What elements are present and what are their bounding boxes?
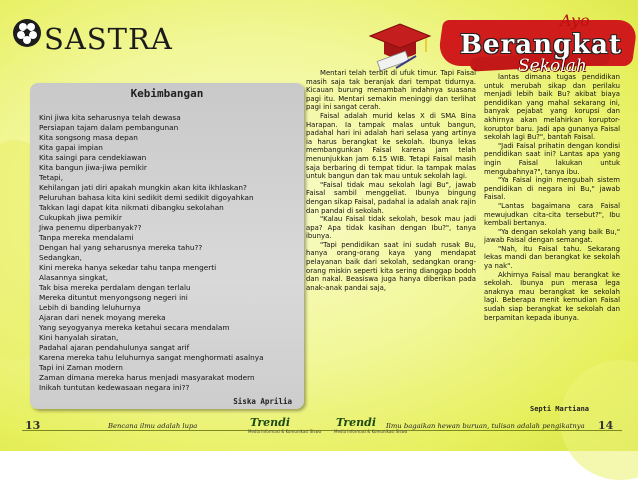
poem-line: Kita songsong masa depan xyxy=(39,133,138,142)
page-number-left: 13 xyxy=(25,419,41,432)
footer-motto-right: Ilmu bagaikan hewan buruan, tulisan adalah pengikatnya xyxy=(386,422,585,430)
poem-line: Dengan hal yang seharusnya mereka tahu?? xyxy=(39,243,203,252)
poem-body xyxy=(39,113,301,393)
poem-line: Cukupkah jiwa pemikir xyxy=(39,213,122,222)
poem-author: Siska Aprilia xyxy=(233,397,292,406)
poem-line: Tak bisa mereka perdalam dengan terlalu xyxy=(39,283,191,292)
poem-line: Tanpa mereka mendalami xyxy=(39,233,134,242)
story-paragraph: lantas dimana tugas pendidikan untuk merubah sikap dan perilaku menjadi lebih baik Bu? akibat biaya pendidikan yang mahal sekarang ini, banyak pejabat yang korupsi dan akhirnya akan melahirkan koruptor-koruptor baru. Jadi apa gunanya Faisal sekolah lagi Bu?", bantah Faisal. xyxy=(484,73,620,142)
footer-motto-left: Bencana ilmu adalah lupa xyxy=(108,422,198,430)
feature-title: Berangkat xyxy=(460,30,623,60)
footer-divider xyxy=(22,430,622,431)
story-paragraph: "Ya Faisal ingin mengubah sistem pendidikan di negara ini Bu," jawab Faisal. xyxy=(484,176,620,202)
story-paragraph: "Lantas bagaimana cara Faisal mewujudkan cita-cita tersebut?", Ibu kembali bertanya. xyxy=(484,201,620,228)
brand-tagline: Media Informasi & Komunikasi Siswa xyxy=(334,429,408,434)
story-column-1 xyxy=(306,69,476,409)
brand-tagline: Media Informasi & Komunikasi Siswa xyxy=(248,429,322,434)
poem-line: Padahal ajaran pendahulunya sangat arif xyxy=(39,343,190,352)
poem-line: Yang seyogyanya mereka ketahui secara mendalam xyxy=(39,323,230,332)
poem-line: Tetapi, xyxy=(39,173,64,182)
poem-line: Peluruhan bahasa kita kini sedikit demi sedikit digoyahkan xyxy=(39,193,254,202)
poem-line: Mereka dituntut menyongsong negeri ini xyxy=(39,293,188,302)
story-paragraph: "Jadi Faisal prihatin dengan kondisi pendidikan saat ini? Lantas apa yang ingin Faisal lakukan untuk mengubahnya?", tanya ibu. xyxy=(484,141,620,176)
feature-title-small: Ayo xyxy=(560,11,590,30)
poem-line: Zaman dimana mereka harus menjadi masyarakat modern xyxy=(39,373,255,382)
poem-line: Takkan lagi dapat kita nikmati dibangku sekolahan xyxy=(39,203,224,212)
story-paragraph: Akhirnya Faisal mau berangkat ke sekolah. Ibunya pun merasa lega anaknya mau berangkat ke sekolah lagi. Beberapa menit kemudian Faisal sudah siap berangkat ke sekolah dan berpamitan kepada ibunya. xyxy=(484,270,620,322)
brand-logo: Trendi xyxy=(336,416,377,429)
story-paragraph: Faisal adalah murid kelas X di SMA Bina Harapan. Ia tampak malas untuk bangun, padahal hari ini adalah hari selasa yang artinya ia harus berangkat ke sekolah. Ibunya lekas membangunkan Faisal karena jam telah menunjukkan jam 6.15 WIB. Tetapi Faisal masih saja berbaring di tempat tidur. Ia tampak malas untuk bangun dan tak mau untuk sekolah lagi. xyxy=(306,111,476,181)
poem-line: Karena mereka tahu leluhurnya sangat menghormati asalnya xyxy=(39,353,264,362)
graduation-cap-icon xyxy=(366,18,434,72)
poem-line: Kita saingi para cendekiawan xyxy=(39,153,147,162)
page-number-right: 14 xyxy=(598,419,614,432)
section-title: SASTRA xyxy=(44,22,173,56)
story-paragraph: "Nah, itu Faisal tahu. Sekarang lekas mandi dan berangkat ke sekolah ya nak". xyxy=(484,244,620,271)
poem-line: Kita gapai impian xyxy=(39,143,103,152)
poem-line: Tapi ini Zaman modern xyxy=(39,363,123,372)
story-paragraph: "Ya dengan sekolah yang baik Bu," jawab Faisal dengan semangat. xyxy=(484,227,620,245)
poem-line: Lebih di banding leluhurnya xyxy=(39,303,141,312)
poem-line: Ajaran dari nenek moyang mereka xyxy=(39,313,166,322)
story-paragraph: "Kalau Faisal tidak sekolah, besok mau jadi apa? Apa tidak kasihan dengan Ibu?", tanya ibunya. xyxy=(306,215,476,241)
poem-line: Persiapan tajam dalam pembangunan xyxy=(39,123,179,132)
feature-subtitle: Sekolah xyxy=(518,56,587,76)
poem-line: Kini hanyalah siratan, xyxy=(39,333,119,342)
story-paragraph: Mentari telah terbit di ufuk timur. Tapi Faisal masih saja tak beranjak dari tempat tidurnya. Kicauan burung menambah indahnya suasana pagi itu. Mentari semakin meninggi dan terlihat pagi ini sangat cerah. xyxy=(306,69,476,112)
brand-logo: Trendi xyxy=(250,416,291,429)
poem-box xyxy=(30,83,304,409)
poem-line: Kini jiwa kita seharusnya telah dewasa xyxy=(39,113,181,122)
flower-icon xyxy=(12,16,42,50)
story-column-2 xyxy=(484,73,620,409)
poem-line: Kehilangan jati diri apakah mungkin akan kita ikhlaskan? xyxy=(39,183,247,192)
poem-line: Kita bangun jiwa-jiwa pemikir xyxy=(39,163,147,172)
poem-line: Jiwa penemu diperbanyak?? xyxy=(39,223,142,232)
poem-title: Kebimbangan xyxy=(130,87,204,100)
poem-line: Sedangkan, xyxy=(39,253,82,262)
story-paragraph: "Faisal tidak mau sekolah lagi Bu", jawab Faisal sambil menggeliat. Ibunya bingung dengan sikap Faisal, padahal ia adalah anak rajin dan pandai di sekolah. xyxy=(306,180,476,215)
poem-line: Inikah tuntutan kedewasaan negara ini?? xyxy=(39,383,190,392)
story-author: Septi Martiana xyxy=(530,405,590,413)
story-paragraph: "Tapi pendidikan saat ini sudah rusak Bu, hanya orang-orang kaya yang mendapat pelayanan baik dari sekolah, sedangkan orang-orang miskin seperti kita sering dianggap bodoh dan nakal. Beasiswa juga hanya diberikan pada anak-anak pandai saja, xyxy=(306,240,476,292)
poem-line: Alasannya singkat, xyxy=(39,273,108,282)
poem-line: Kini mereka hanya sekedar tahu tanpa mengerti xyxy=(39,263,217,272)
